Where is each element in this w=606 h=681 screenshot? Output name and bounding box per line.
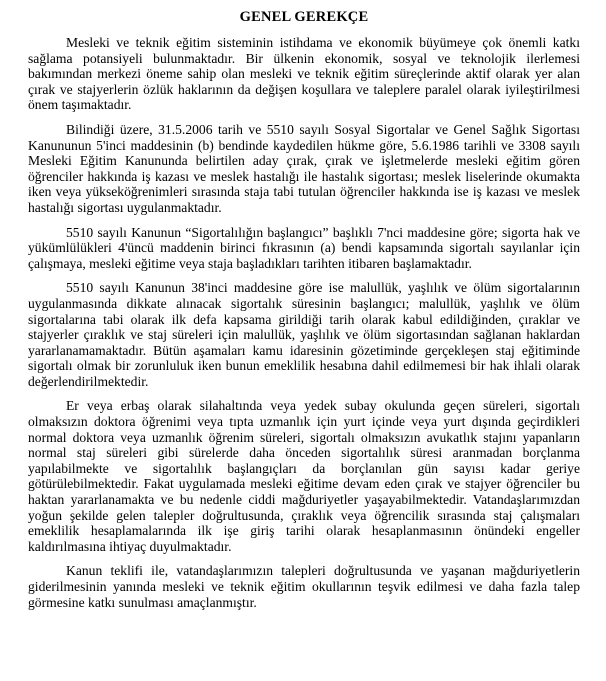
document-title: GENEL GEREKÇE: [239, 9, 369, 25]
paragraph-3: 5510 sayılı Kanunun “Sigortalılığın başlangıcı” başlıklı 7'nci maddesine göre; sigorta hak ve yükümlülükleri 4'üncü maddenin birinci fıkrasının (a) bendi kapsamında sigortalı sayılanlar için çalışmaya, mesleki eğitime veya staja başladıkları tarihten itibaren başlamaktadır.: [28, 224, 580, 271]
paragraph-2: Bilindiği üzere, 31.5.2006 tarih ve 5510 sayılı Sosyal Sigortalar ve Genel Sağlık Sigortası Kanununun 5'inci maddesinin (b) bendinde kaydedilen hükme göre, 5.6.1986 tarihli ve 3308 sayılı Mesleki Eğitim Kanununda belirtilen aday çırak, çırak ve işletmelerde mesleki eğitim gören öğrenciler hakkında iş kazası ve meslek hastalığı ile hastalık sigortası; meslek liselerinde okumakta iken veya yükseköğrenimleri sırasında staja tabi tutulan öğrenciler hakkında ise iş kazası ve meslek hastalığı sigortası uygulanmaktadır.: [28, 121, 580, 215]
paragraph-4: 5510 sayılı Kanunun 38'inci maddesine göre ise malullük, yaşlılık ve ölüm sigortalarının uygulanmasında dikkate alınacak sigortalık süresinin başlangıcı; malullük, yaşlılık ve ölüm sigortalarına tabi olarak ilk defa kapsama girildiği tarih olarak kabul edildiğinden, çıraklar ve stajyerler çıraklık ve staj süreleri için malullük, yaşlılık ve ölüm sigortasından sağlanan haklardan yararlanamamaktadır. Bütün aşamaları kamu idaresinin gözetiminde gerçekleşen staj eğitiminde sigortalı olmak bir zorunluluk iken bunun emeklilik hesabına dahil edilmemesi bir hak ihlali olarak değerlendirilmektedir.: [28, 280, 580, 389]
paragraph-6: Kanun teklifi ile, vatandaşlarımızın talepleri doğrultusunda ve yaşanan mağduriyetlerin giderilmesinin yanında mesleki ve teknik eğitim okullarının teşvik edilmesi ve daha fazla talep görmesine katkı sunulması amaçlanmıştır.: [28, 563, 580, 610]
paragraph-1: Mesleki ve teknik eğitim sisteminin istihdama ve ekonomik büyümeye çok önemli katkı sağlama potansiyeli bulunmaktadır. Bir ülkenin ekonomik, sosyal ve teknolojik ilerlemesi bakımından merkezi öneme sahip olan mesleki ve teknik eğitim süreçlerinde aktif olarak yer alan çırak ve stajyerlerin özlük haklarının da değişen koşullara ve taleplere paralel olarak iyileştirilmesi önem taşımaktadır.: [28, 35, 580, 113]
paragraph-5: Er veya erbaş olarak silahaltında veya yedek subay okulunda geçen süreleri, sigortalı olmaksızın doktora öğrenimi veya tıpta uzmanlık için yurt içinde veya yurt dışında geçirdikleri normal doktora veya uzmanlık öğrenim süreleri, sigortalı olmaksızın avukatlık stajını yapanların normal staj süreleri gibi sürelerde daha önceden sigortalılık süresi aranmadan borçlanma yapılabilmekte ve sigortalılık başlangıçları da borçlanılan gün sayısı kadar geriye götürülebilmektedir. Fakat uygulamada mesleki eğitime devam eden çırak ve stajyer öğrenciler bu haktan yararlanamakta ve bu nedenle ciddi mağduriyetler yaşayabilmektedir. Vatandaşlarımızdan yoğun şekilde gelen talepler doğrultusunda, çıraklık veya öğrencilik sırasında staj çalışmaları emeklilik hesaplamalarında ilk işe giriş tarihi olarak hesaplanmasının önündeki engeller kaldırılmasına ihtiyaç duyulmaktadır.: [28, 398, 580, 554]
document-page: [28, 8, 580, 619]
